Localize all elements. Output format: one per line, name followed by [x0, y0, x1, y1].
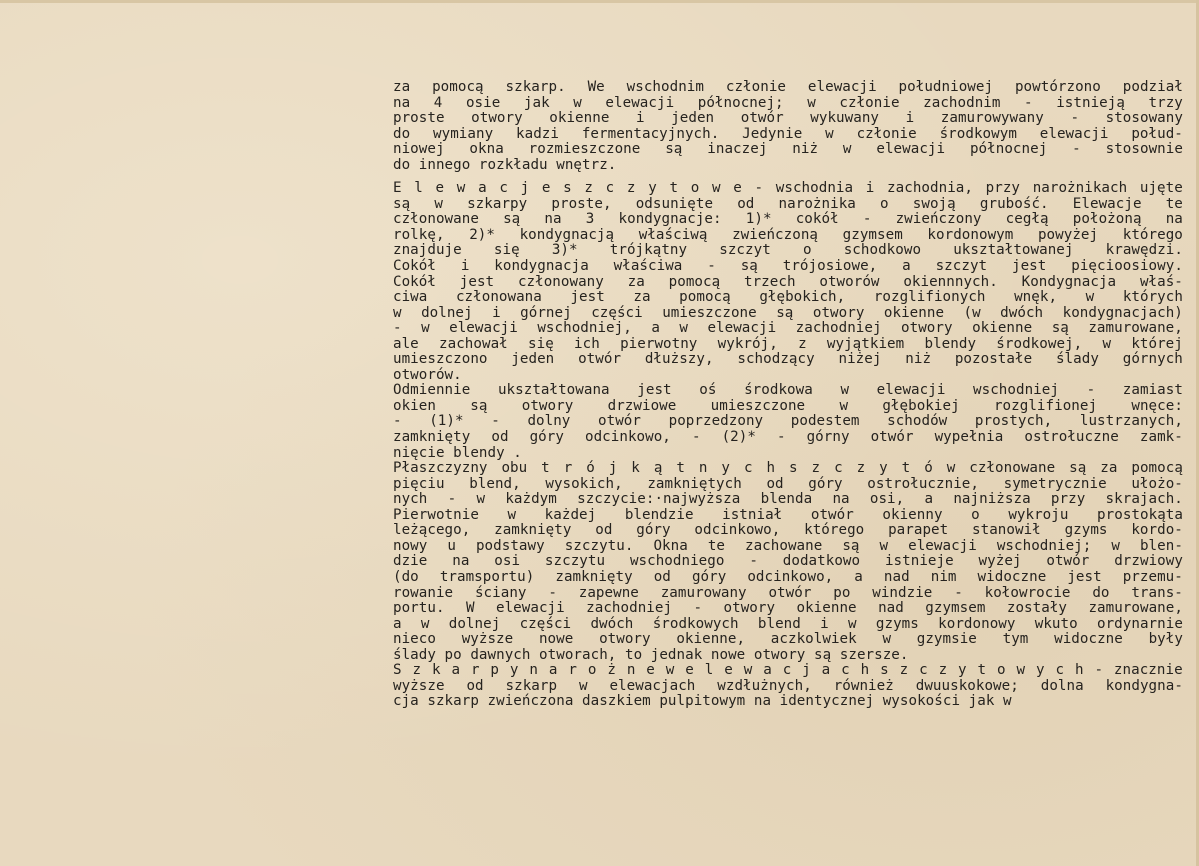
text-line: nowy u podstawy szczytu. Okna te zachowane są w elewacji wschodniej; w blen- — [393, 537, 1183, 554]
text-line: dzie na osi szczytu wschodniego - dodatkowo istnieje wyżej otwór drzwiowy — [393, 553, 1183, 570]
text-line: nięcie blendy . — [393, 444, 522, 461]
text-line: S z k a r p y n a r o ż n e w e l e w a c j a c h s z c z y t o w y c h - znacznie — [393, 662, 1183, 679]
text-line: ciwa członowana jest za pomocą głębokich, rozglifionych wnęk, w których — [393, 289, 1183, 306]
text-line: otworów. — [393, 366, 462, 383]
text-line: - (1)* - dolny otwór poprzedzony podestem schodów prostych, lustrzanych, — [393, 413, 1183, 430]
text-line: do innego rozkładu wnętrz. — [393, 156, 617, 173]
text-line: za pomocą szkarp. We wschodnim członie elewacji południowej powtórzono podział — [393, 79, 1183, 95]
text-line: niowej okna rozmieszczone są inaczej niż w elewacji północnej - stosownie — [393, 141, 1183, 158]
paper-top-edge — [0, 0, 1199, 3]
text-line: ale zachował się ich pierwotny wykrój, z wyjątkiem blendy środkowej, w której — [393, 335, 1183, 352]
text-line: portu. W elewacji zachodniej - otwory okienne nad gzymsem zostały zamurowane, — [393, 600, 1183, 617]
text-line: umieszczono jeden otwór dłuższy, schodzący niżej niż pozostałe ślady górnych — [393, 351, 1183, 368]
text-line: w dolnej i górnej części umieszczone są otwory okienne (w dwóch kondygnacjach) — [393, 304, 1183, 321]
text-line: okien są otwory drzwiowe umieszczone w głębokiej rozglifionej wnęce: — [393, 397, 1183, 414]
text-line: rolkę, 2)* kondygnacją właściwą zwieńczoną gzymsem kordonowym powyżej którego — [393, 226, 1183, 243]
paragraph-2 — [393, 181, 1183, 710]
text-line: Cokół jest członowany za pomocą trzech otworów okiennnych. Kondygnacja właś- — [393, 273, 1183, 290]
text-line: cja szkarp zwieńczona daszkiem pulpitowym na identycznej wysokości jak w — [393, 693, 1012, 710]
text-line: leżącego, zamknięty od góry odcinkowo, którego parapet stanowił gzyms kordo- — [393, 522, 1183, 539]
text-line: rowanie ściany - zapewne zamurowany otwór po windzie - kołowrocie do trans- — [393, 584, 1183, 601]
typewritten-text — [393, 80, 1183, 710]
text-line: ślady po dawnych otworach, to jednak nowe otwory są szersze. — [393, 646, 909, 663]
text-line: nieco wyższe nowe otwory okienne, aczkolwiek w gzymsie tym widoczne były — [393, 631, 1183, 648]
text-line: Odmiennie ukształtowana jest oś środkowa w elewacji wschodniej - zamiast — [393, 382, 1183, 399]
text-line: (do tramsportu) zamknięty od góry odcinkowo, a nad nim widoczne jest przemu- — [393, 568, 1183, 585]
paragraph-1 — [393, 80, 1183, 173]
text-line: E l e w a c j e s z c z y t o w e - wschodnia i zachodnia, przy narożnikach ujęte — [393, 180, 1183, 197]
text-line: na 4 osie jak w elewacji północnej; w członie zachodnim - istnieją trzy — [393, 94, 1183, 111]
text-line: Cokół i kondygnacja właściwa - są trójosiowe, a szczyt jest pięcioosiowy. — [393, 258, 1183, 275]
text-line: pięciu blend, wysokich, zamkniętych od góry ostrołucznie, symetrycznie ułożo- — [393, 475, 1183, 492]
text-line: wyższe od szkarp w elewacjach wzdłużnych, również dwuuskokowe; dolna kondygna- — [393, 677, 1183, 694]
text-line: znajduje się 3)* trójkątny szczyt o schodkowo ukształtowanej krawędzi. — [393, 242, 1183, 259]
text-line: Pierwotnie w każdej blendzie istniał otwór okienny o wykroju prostokąta — [393, 506, 1183, 523]
text-line: - w elewacji wschodniej, a w elewacji zachodniej otwory okienne są zamurowane, — [393, 320, 1183, 337]
text-line: są w szkarpy proste, odsunięte od narożnika o swoją grubość. Elewacje te — [393, 195, 1183, 212]
text-line: do wymiany kadzi fermentacyjnych. Jedynie w członie środkowym elewacji połud- — [393, 125, 1183, 142]
text-line: członowane są na 3 kondygnacje: 1)* cokół - zwieńczony cegłą położoną na — [393, 211, 1183, 228]
text-line: proste otwory okienne i jeden otwór wykuwany i zamurowywany - stosowany — [393, 110, 1183, 127]
text-line: Płaszczyzny obu t r ó j k ą t n y c h s z c z y t ó w członowane są za pomocą — [393, 460, 1183, 477]
text-line: zamknięty od góry odcinkowo, - (2)* - górny otwór wypełnia ostrołuczne zamk- — [393, 429, 1183, 446]
text-line: nych - w każdym szczycie:·najwyższa blenda na osi, a najniższa przy skrajach. — [393, 491, 1183, 508]
text-line: a w dolnej części dwóch środkowych blend i w gzyms kordonowy wkuto ordynarnie — [393, 615, 1183, 632]
